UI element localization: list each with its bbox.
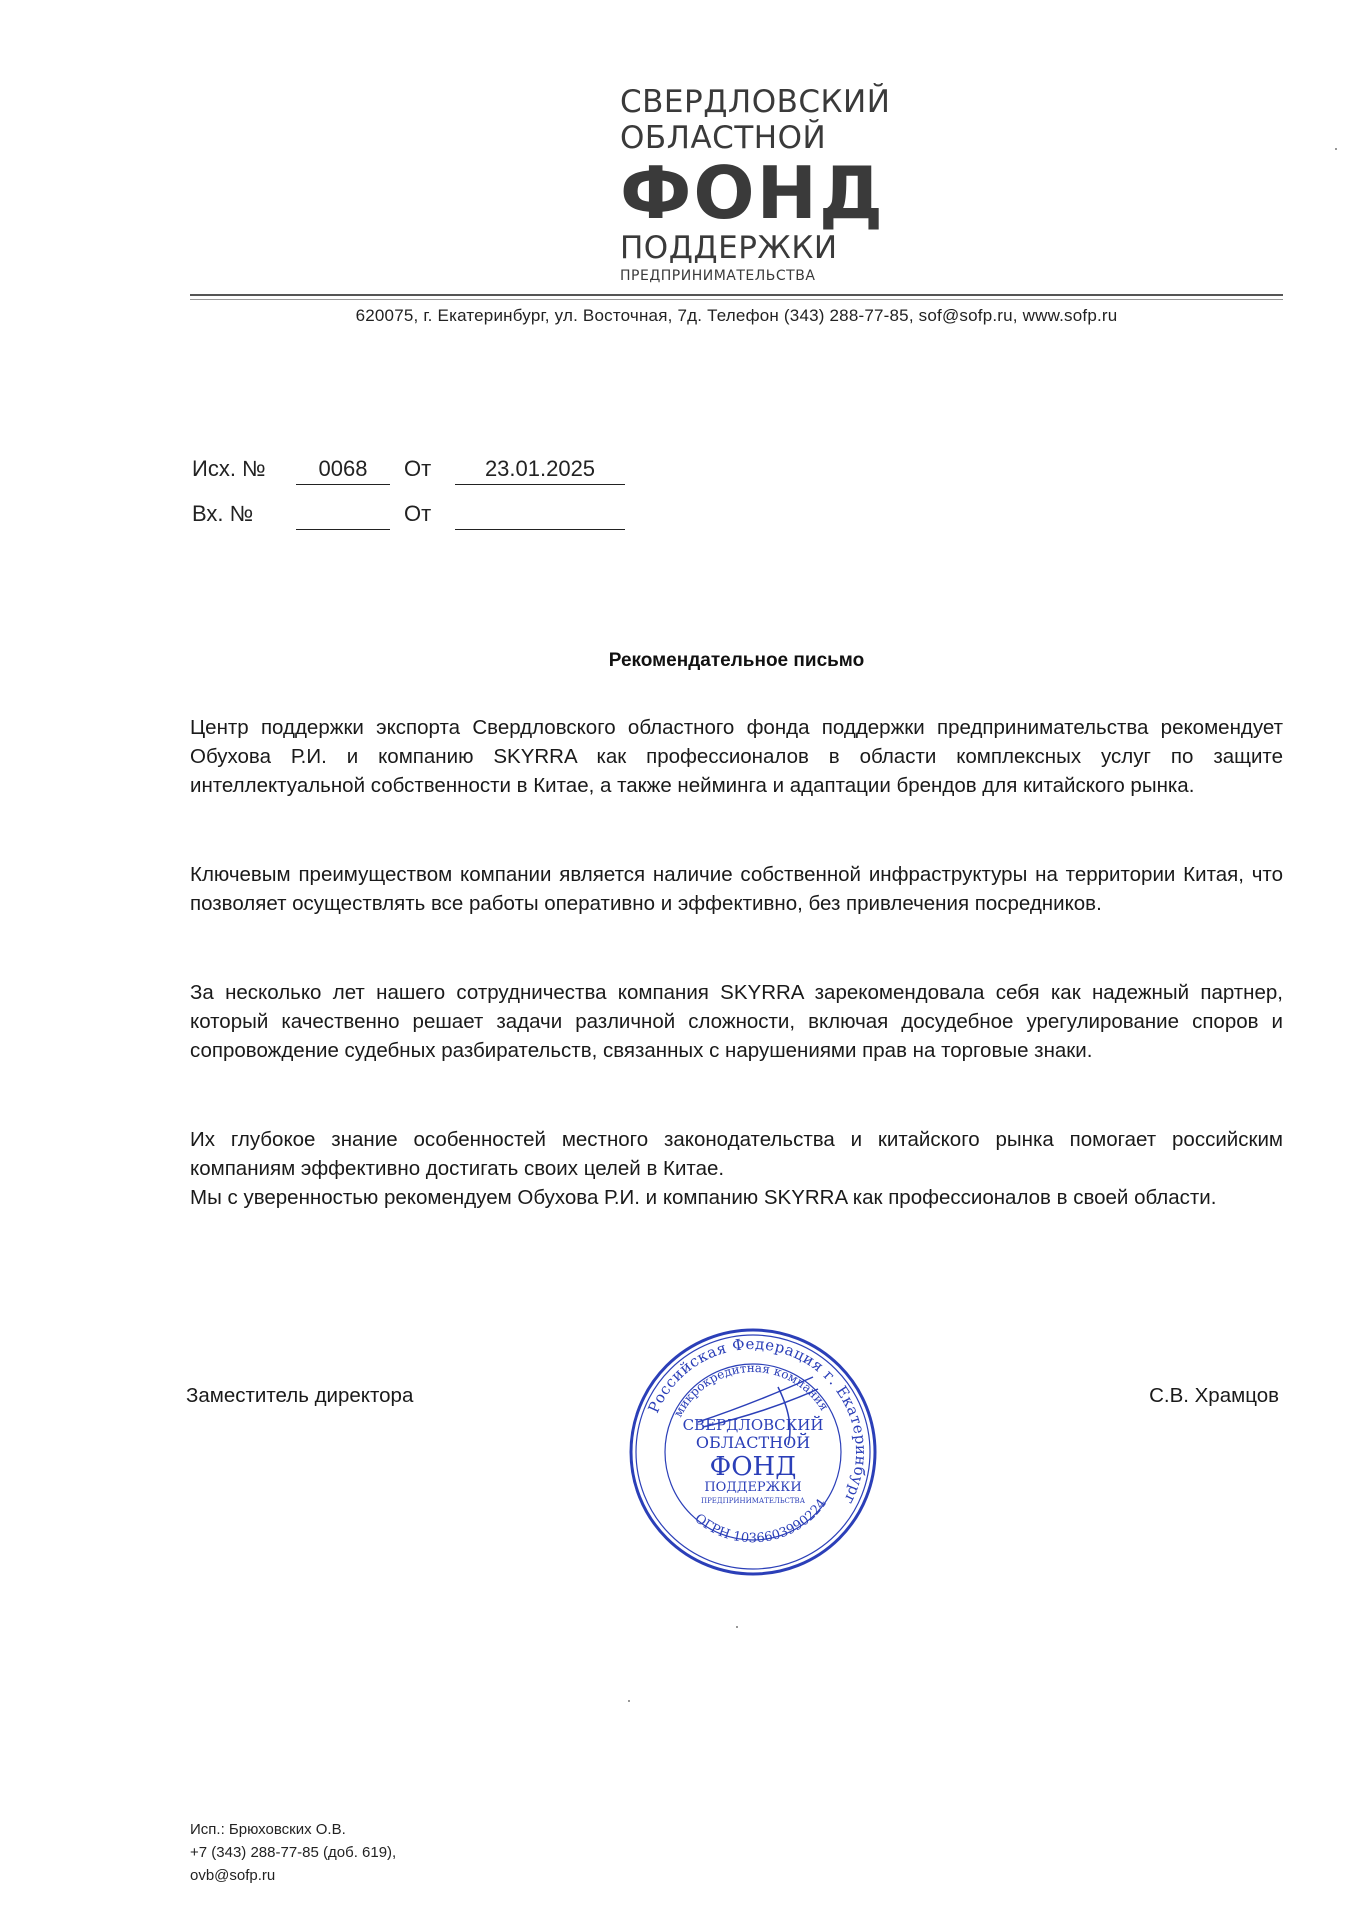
paragraph-4a: Их глубокое знание особенностей местного законодательства и китайского рынка помогает российским компаниям эффективно достигать своих целей в Китае. (190, 1128, 1283, 1180)
logo-line-2: ОБЛАСТНОЙ (620, 120, 827, 156)
scan-speck (1335, 148, 1337, 150)
scan-speck (736, 1626, 738, 1628)
outgoing-number: 0068 (296, 456, 390, 485)
outgoing-from-label: От (404, 456, 432, 481)
incoming-date (455, 501, 625, 530)
letterhead-logo (620, 84, 891, 286)
stamp-center-line-1: СВЕРДЛОВСКИЙ (682, 1416, 824, 1434)
logo-line-3: ФОНД (620, 151, 885, 235)
stamp-center-line-4: ПОДДЕРЖКИ (704, 1480, 802, 1495)
signatory-position: Заместитель директора (186, 1384, 414, 1407)
executor-info (190, 1818, 396, 1887)
paragraph-4b: Мы с уверенностью рекомендуем Обухова Р.И. и компанию SKYRRA как профессионалов в своей области. (190, 1186, 1217, 1209)
incoming-label: Вх. № (192, 501, 254, 526)
executor-phone: +7 (343) 288-77-85 (доб. 619), (190, 1844, 397, 1861)
stamp-inner-text: микрокредитная компания (670, 1360, 832, 1420)
header-divider-thin (190, 299, 1283, 300)
executor-name: Исп.: Брюховских О.В. (190, 1821, 346, 1838)
outgoing-label: Исх. № (192, 456, 266, 481)
scan-speck (628, 1700, 630, 1702)
stamp-ogrn: ОГРН 1036603990224 (691, 1496, 830, 1547)
paragraph-1: Центр поддержки экспорта Свердловского областного фонда поддержки предпринимательства рекомендует Обухова Р.И. и компанию SKYRRA как профессионалов в области комплексных услуг по защите интеллектуальной собственности в Китае, а также нейминга и адаптации брендов для китайского рынка. (190, 716, 1283, 797)
executor-email: ovb@sofp.ru (190, 1867, 276, 1884)
letter-title: Рекомендательное письмо (608, 650, 865, 671)
outgoing-date: 23.01.2025 (455, 456, 625, 485)
stamp-center-line-5: ПРЕДПРИНИМАТЕЛЬСТВА (700, 1497, 806, 1505)
paragraph-3: За несколько лет нашего сотрудничества компания SKYRRA зарекомендовала себя как надежный партнер, который качественно решает задачи различной сложности, включая досудебное урегулирование споров и сопровождение судебных разбирательств, связанных с нарушениями прав на торговые знаки. (190, 981, 1283, 1062)
incoming-from-label: От (404, 501, 432, 526)
stamp-center-line-2: ОБЛАСТНОЙ (695, 1433, 811, 1452)
logo-line-5: ПРЕДПРИНИМАТЕЛЬСТВА (620, 268, 816, 284)
incoming-number (296, 501, 390, 530)
paragraph-2: Ключевым преимуществом компании является наличие собственной инфраструктуры на территории Китая, что позволяет осуществлять все работы оперативно и эффективно, без привлечения посредников. (190, 863, 1283, 915)
stamp-outer-text: Российская Федерация г. Екатеринбург (644, 1334, 871, 1508)
official-stamp (628, 1327, 878, 1577)
logo-line-4: ПОДДЕРЖКИ (620, 230, 838, 266)
signatory-name: С.В. Храмцов (1149, 1384, 1279, 1407)
logo-line-1: СВЕРДЛОВСКИЙ (620, 84, 891, 120)
stamp-center-line-3: ФОНД (709, 1452, 797, 1482)
letterhead-address: 620075, г. Екатеринбург, ул. Восточная, 7д. Телефон (343) 288-77-85, sof@sofp.ru, www.sofp.ru (355, 306, 1118, 325)
header-divider (190, 294, 1283, 296)
